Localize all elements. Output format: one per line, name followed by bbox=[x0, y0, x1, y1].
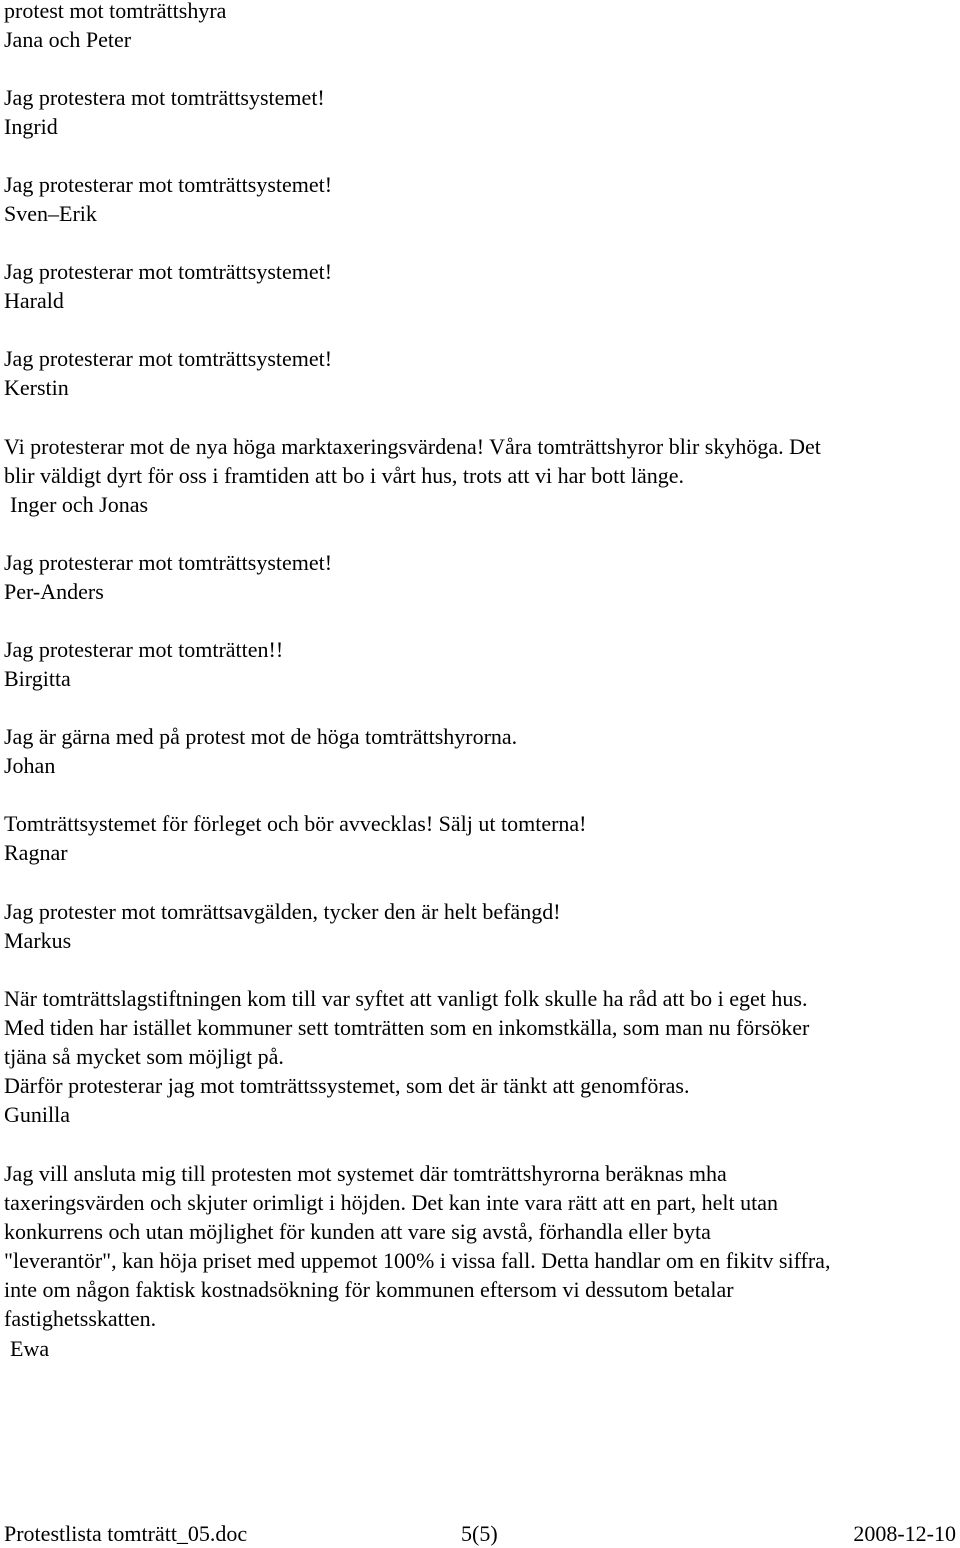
protest-text: Jag protesterar mot tomträtten!! bbox=[4, 637, 284, 662]
signature: Markus bbox=[4, 928, 72, 953]
signature: Ewa bbox=[10, 1336, 50, 1361]
protest-text: Jag är gärna med på protest mot de höga tomträttshyrorna. bbox=[4, 724, 518, 749]
footer-date: 2008-12-10 bbox=[853, 1521, 956, 1546]
signature: Kerstin bbox=[4, 375, 69, 400]
protest-text: blir väldigt dyrt för oss i framtiden att bo i vårt hus, trots att vi har bott länge. bbox=[4, 463, 685, 488]
protest-text: Jag protesterar mot tomträttsystemet! bbox=[4, 259, 333, 284]
signature: Inger och Jonas bbox=[10, 492, 149, 517]
protest-text: Vi protesterar mot de nya höga marktaxeringsvärdena! Våra tomträttshyror blir skyhöga. Det bbox=[4, 434, 821, 459]
protest-text: Därför protesterar jag mot tomträttssystemet, som det är tänkt att genomföras. bbox=[4, 1073, 690, 1098]
protest-text: inte om någon faktisk kostnadsökning för kommunen eftersom vi dessutom betalar bbox=[4, 1277, 734, 1302]
protest-text: När tomträttslagstiftningen kom till var syftet att vanligt folk skulle ha råd att bo i eget hus. bbox=[4, 986, 808, 1011]
signature: Harald bbox=[4, 288, 64, 313]
signature: Per-Anders bbox=[4, 579, 104, 604]
protest-text: konkurrens och utan möjlighet för kunden att vare sig avstå, förhandla eller byta bbox=[4, 1219, 711, 1244]
protest-text: Med tiden har istället kommuner sett tomträtten som en inkomstkälla, som man nu försöker bbox=[4, 1015, 810, 1040]
protest-text: tjäna så mycket som möjligt på. bbox=[4, 1044, 284, 1069]
footer-filename: Protestlista tomträtt_05.doc bbox=[4, 1521, 248, 1546]
protest-text: fastighetsskatten. bbox=[4, 1306, 157, 1331]
signature: Sven–Erik bbox=[4, 201, 97, 226]
signature: Johan bbox=[4, 753, 56, 778]
protest-text: taxeringsvärden och skjuter orimligt i höjden. Det kan inte vara rätt att en part, helt utan bbox=[4, 1190, 779, 1215]
protest-text: Jag protesterar mot tomträttsystemet! bbox=[4, 172, 333, 197]
signature: Jana och Peter bbox=[4, 27, 132, 52]
protest-text: "leverantör", kan höja priset med uppemot 100% i vissa fall. Detta handlar om en fikitv siffra, bbox=[4, 1248, 831, 1273]
signature: Ragnar bbox=[4, 840, 68, 865]
signature: Gunilla bbox=[4, 1102, 70, 1127]
protest-text: Jag protestera mot tomträttsystemet! bbox=[4, 85, 325, 110]
protest-text: Jag protesterar mot tomträttsystemet! bbox=[4, 346, 333, 371]
signature: Birgitta bbox=[4, 666, 71, 691]
protest-text: Tomträttsystemet för förleget och bör avvecklas! Sälj ut tomterna! bbox=[4, 811, 587, 836]
protest-text: Jag vill ansluta mig till protesten mot systemet där tomträttshyrorna beräknas mha bbox=[4, 1161, 727, 1186]
protest-text: protest mot tomträttshyra bbox=[4, 0, 227, 23]
protest-text: Jag protester mot tomrättsavgälden, tycker den är helt befängd! bbox=[4, 899, 561, 924]
footer-page-number: 5(5) bbox=[461, 1521, 498, 1546]
signature: Ingrid bbox=[4, 114, 58, 139]
protest-text: Jag protesterar mot tomträttsystemet! bbox=[4, 550, 333, 575]
